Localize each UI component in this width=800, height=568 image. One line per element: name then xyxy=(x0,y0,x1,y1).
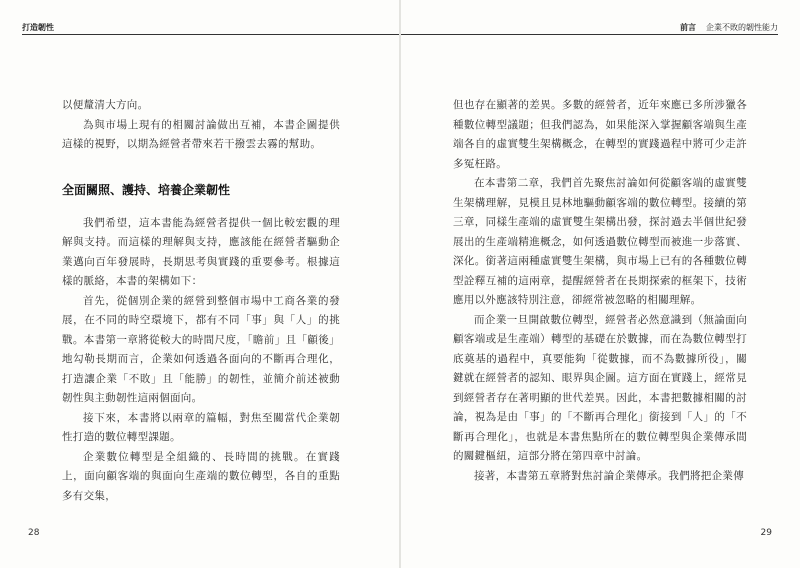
paragraph: 接著，本書第五章將對焦討論企業傳承。我們將把企業傳 xyxy=(474,469,744,482)
running-head-part: 前言 xyxy=(680,23,696,32)
right-page xyxy=(401,0,800,568)
paragraph: 而企業一旦開啟數位轉型，經營者必然意識到（無論面向顧客端或是生產端）轉型的基礎在於數據，而在為數位轉型打底奠基的過程中，真要能夠「從數據，而不為數據所役」，關鍵就在經營者的認知、眼界與企圖。這方面在實踐上，經常見到經營者存在著明顯的世代差異。因此，本書把數據相關的討論，視為是由「事」的「不斷再合理化」銜接到「人」的「不斷再合理化」，也就是本書焦點所在的數位轉型與企業傳承間的關鍵樞紐，這部分將在第四章中討論。 xyxy=(453,313,747,462)
header-rule-right xyxy=(401,34,778,35)
paragraph: 企業數位轉型是全組織的、長時間的挑戰。在實踐上，面向顧客端的與面向生產端的數位轉型，各自的重點多有交集， xyxy=(62,450,340,502)
paragraph: 在本書第二章，我們首先聚焦討論如何從顧客端的虛實雙生架構理解，見模且見林地驅動顧客端的數位轉型。接續的第三章，同樣生產端的虛實雙生架構出發，探討過去半個世紀發展出的生產端精進概念，如何透過數位轉型而被進一步落實、深化。銜著這兩種虛實雙生架構，與市場上已有的各種數位轉型詮釋互補的這兩章，提醒經營者在長期探索的框架下，技術應用以外應該特別注意，卻經常被忽略的相關理解。 xyxy=(453,177,747,306)
page-number-left: 28 xyxy=(28,528,40,538)
running-head-left: 打造韌性 xyxy=(22,23,54,32)
paragraph: 我們希望，這本書能為經營者提供一個比較宏觀的理解與支持。而這樣的理解與支持，應該能在經營者驅動企業邁向百年發展時，長期思考與實踐的重要參考。根據這樣的脈絡，本書的架構如下： xyxy=(62,216,340,287)
running-head-right xyxy=(680,22,778,33)
paragraph: 為與市場上現有的相關討論做出互補，本書企圖提供這樣的視野，以期為經營者帶來若干撥雲去霧的幫助。 xyxy=(62,118,340,150)
section-heading: 全面關照、護持、培養企業韌性 xyxy=(62,182,231,197)
running-head-title: 企業不敗的韌性能力 xyxy=(706,23,778,32)
page-number-right: 29 xyxy=(760,528,772,538)
paragraph: 但也存在顯著的差異。多數的經營者，近年來應已多所涉獵各種數位轉型議題；但我們認為，如果能深入掌握顧客端與生產端各自的虛實雙生架構概念，在轉型的實踐過程中將可少走許多冤枉路。 xyxy=(453,99,747,170)
paragraph: 以便釐清大方向。 xyxy=(62,99,149,111)
paragraph: 首先，從個別企業的經營到整個市場中工商各業的發展，在不同的時空環境下，都有不同「事」與「人」的挑戰。本書第一章將從較大的時間尺度，「瞻前」且「顧後」地勾勒長期而言，企業如何透過各面向的不斷再合理化，打造讓企業「不敗」且「能勝」的韌性，並簡介前述被動韌性與主動韌性這兩個面向。 xyxy=(62,294,340,404)
left-page xyxy=(0,0,399,568)
header-rule-left xyxy=(22,34,399,35)
paragraph: 接下來，本書將以兩章的篇幅，對焦至關當代企業韌性打造的數位轉型課題。 xyxy=(62,411,340,443)
left-page-body xyxy=(62,96,340,506)
right-page-body xyxy=(453,96,747,486)
